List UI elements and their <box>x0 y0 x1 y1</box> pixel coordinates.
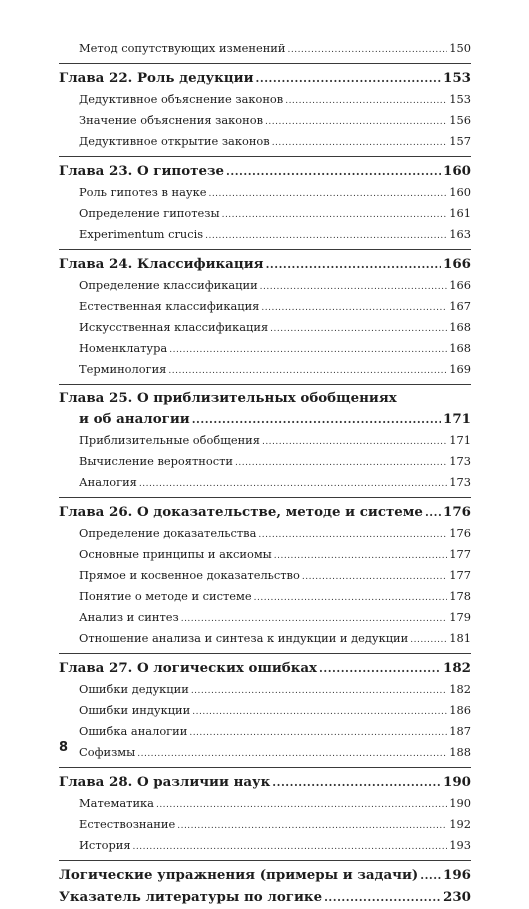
divider <box>59 384 471 385</box>
entry-title: Определение доказательства <box>79 526 257 540</box>
entry-title: Софизмы <box>79 745 136 759</box>
toc-entry[interactable] <box>59 472 471 493</box>
toc-entry[interactable] <box>59 721 471 742</box>
toc-entry[interactable] <box>59 131 471 152</box>
entry-page: 182 <box>449 682 471 696</box>
toc-entry[interactable] <box>59 317 471 338</box>
entry-page: 167 <box>449 299 471 313</box>
dot-leader <box>254 588 448 609</box>
dot-leader <box>133 837 448 858</box>
entry-title: Искусственная классификация <box>79 320 269 334</box>
entry-title: Анализ и синтез <box>79 610 179 624</box>
dot-leader <box>265 112 447 133</box>
chapter-title-line[interactable]: Глава 25. О приблизительных обобщениях <box>59 390 397 406</box>
dot-leader <box>262 432 447 453</box>
chapter-title: Глава 26. О доказательстве, методе и системе <box>59 504 423 520</box>
toc-entry[interactable] <box>59 700 471 721</box>
chapter-page: 166 <box>443 256 471 272</box>
entry-title: Определение гипотезы <box>79 206 220 220</box>
entry-page: 177 <box>449 547 471 561</box>
divider <box>59 653 471 654</box>
chapter-page: 182 <box>443 660 471 676</box>
entry-page: 190 <box>449 796 471 810</box>
toc-entry[interactable] <box>59 296 471 317</box>
table-of-contents <box>59 38 471 908</box>
dot-leader <box>189 723 447 744</box>
toc-entry[interactable] <box>59 835 471 856</box>
toc-entry[interactable] <box>59 742 471 763</box>
dot-leader <box>258 525 447 546</box>
dot-leader <box>272 772 441 794</box>
dot-leader <box>324 887 441 909</box>
dot-leader <box>208 184 447 205</box>
toc-entry[interactable] <box>59 182 471 203</box>
entry-title: Ошибки дедукции <box>79 682 189 696</box>
dot-leader <box>181 609 448 630</box>
chapter-heading[interactable] <box>59 657 471 679</box>
dot-leader <box>287 40 447 61</box>
toc-entry[interactable] <box>59 89 471 110</box>
chapter-title: Глава 24. Классификация <box>59 256 264 272</box>
dot-leader <box>260 277 448 298</box>
entry-title: Основные принципы и аксиомы <box>79 547 272 561</box>
entry-title: Отношение анализа и синтеза к индукции и дедукции <box>79 631 409 645</box>
entry-page: 179 <box>449 610 471 624</box>
entry-title: Метод сопутствующих изменений <box>79 41 286 55</box>
dot-leader <box>192 409 441 431</box>
toc-entry[interactable] <box>59 814 471 835</box>
dot-leader <box>222 205 448 226</box>
section-page: 196 <box>443 867 471 883</box>
entry-page: 163 <box>449 227 471 241</box>
toc-entry[interactable] <box>59 451 471 472</box>
chapter-title: Глава 28. О различии наук <box>59 774 271 790</box>
dot-leader <box>205 226 447 247</box>
toc-entry[interactable] <box>59 338 471 359</box>
entry-title: Дедуктивное открытие законов <box>79 134 270 148</box>
entry-page: 168 <box>449 341 471 355</box>
entry-page: 181 <box>449 631 471 645</box>
toc-entry[interactable] <box>59 38 471 59</box>
entry-title: Experimentum crucis <box>79 227 204 241</box>
chapter-title: Глава 23. О гипотезе <box>59 163 225 179</box>
toc-entry[interactable] <box>59 607 471 628</box>
section-page: 230 <box>443 889 471 905</box>
entry-title: Ошибка аналогии <box>79 724 188 738</box>
entry-page: 177 <box>449 568 471 582</box>
dot-leader <box>319 658 441 680</box>
chapter-title: Глава 27. О логических ошибках <box>59 660 318 676</box>
entry-title: Номенклатура <box>79 341 168 355</box>
chapter-title: и об аналогии <box>79 411 190 427</box>
toc-entry[interactable] <box>59 544 471 565</box>
chapter-title: Глава 22. Роль дедукции <box>59 70 254 86</box>
toc-entry[interactable] <box>59 430 471 451</box>
chapter-heading[interactable] <box>59 253 471 275</box>
entry-title: Понятие о методе и системе <box>79 589 252 603</box>
entry-title: Приблизительные обобщения <box>79 433 260 447</box>
dot-leader <box>168 361 447 382</box>
toc-entry[interactable] <box>59 110 471 131</box>
page-number: 8 <box>59 740 69 755</box>
entry-page: 156 <box>449 113 471 127</box>
dot-leader <box>137 744 447 765</box>
toc-entry[interactable] <box>59 565 471 586</box>
entry-title: Роль гипотез в науке <box>79 185 207 199</box>
dot-leader <box>420 865 441 887</box>
exercises-heading[interactable] <box>59 864 471 886</box>
entry-page: 178 <box>449 589 471 603</box>
entry-page: 188 <box>449 745 471 759</box>
dot-leader <box>191 681 447 702</box>
entry-title: Дедуктивное объяснение законов <box>79 92 284 106</box>
dot-leader <box>266 254 441 276</box>
literature-heading[interactable] <box>59 886 471 908</box>
chapter-page: 153 <box>443 70 471 86</box>
chapter-heading[interactable] <box>59 160 471 182</box>
chapter-heading[interactable] <box>59 771 471 793</box>
entry-page: 168 <box>449 320 471 334</box>
entry-page: 153 <box>449 92 471 106</box>
chapter-heading[interactable] <box>59 408 471 430</box>
divider <box>59 767 471 768</box>
entry-page: 171 <box>449 433 471 447</box>
dot-leader <box>177 816 447 837</box>
dot-leader <box>156 795 447 816</box>
entry-page: 166 <box>449 278 471 292</box>
toc-entry[interactable] <box>59 224 471 245</box>
dot-leader <box>226 161 441 183</box>
entry-title: История <box>79 838 131 852</box>
chapter-page: 176 <box>443 504 471 520</box>
chapter-heading[interactable] <box>59 67 471 89</box>
dot-leader <box>261 298 447 319</box>
entry-title: Аналогия <box>79 475 137 489</box>
dot-leader <box>274 546 448 567</box>
entry-page: 186 <box>449 703 471 717</box>
entry-title: Прямое и косвенное доказательство <box>79 568 300 582</box>
entry-page: 176 <box>449 526 471 540</box>
entry-page: 160 <box>449 185 471 199</box>
dot-leader <box>139 474 447 495</box>
dot-leader <box>270 319 447 340</box>
entry-page: 193 <box>449 838 471 852</box>
section-title: Логические упражнения (примеры и задачи) <box>59 867 419 883</box>
dot-leader <box>256 68 442 90</box>
toc-entry[interactable] <box>59 523 471 544</box>
divider <box>59 497 471 498</box>
chapter-page: 160 <box>443 163 471 179</box>
entry-title: Естествознание <box>79 817 176 831</box>
entry-title: Определение классификации <box>79 278 258 292</box>
toc-entry[interactable] <box>59 359 471 380</box>
entry-page: 157 <box>449 134 471 148</box>
divider <box>59 249 471 250</box>
dot-leader <box>425 502 441 524</box>
entry-page: 150 <box>449 41 471 55</box>
entry-title: Значение объяснения законов <box>79 113 263 127</box>
divider <box>59 63 471 64</box>
entry-page: 173 <box>449 475 471 489</box>
dot-leader <box>169 340 447 361</box>
toc-entry[interactable] <box>59 628 471 649</box>
toc-entry[interactable] <box>59 793 471 814</box>
entry-page: 173 <box>449 454 471 468</box>
chapter-page: 171 <box>443 411 471 427</box>
dot-leader <box>285 91 447 112</box>
entry-page: 187 <box>449 724 471 738</box>
dot-leader <box>192 702 447 723</box>
toc-entry[interactable] <box>59 275 471 296</box>
entry-title: Терминология <box>79 362 167 376</box>
chapter-heading[interactable] <box>59 501 471 523</box>
divider <box>59 860 471 861</box>
entry-page: 161 <box>449 206 471 220</box>
toc-entry[interactable] <box>59 679 471 700</box>
dot-leader <box>235 453 447 474</box>
section-title: Указатель литературы по логике <box>59 889 323 905</box>
entry-title: Естественная классификация <box>79 299 260 313</box>
entry-title: Ошибки индукции <box>79 703 191 717</box>
divider <box>59 156 471 157</box>
entry-page: 169 <box>449 362 471 376</box>
chapter-page: 190 <box>443 774 471 790</box>
entry-title: Вычисление вероятности <box>79 454 233 468</box>
dot-leader <box>272 133 448 154</box>
entry-page: 192 <box>449 817 471 831</box>
dot-leader <box>302 567 447 588</box>
toc-entry[interactable] <box>59 203 471 224</box>
dot-leader <box>410 630 447 651</box>
entry-title: Математика <box>79 796 154 810</box>
toc-entry[interactable] <box>59 586 471 607</box>
